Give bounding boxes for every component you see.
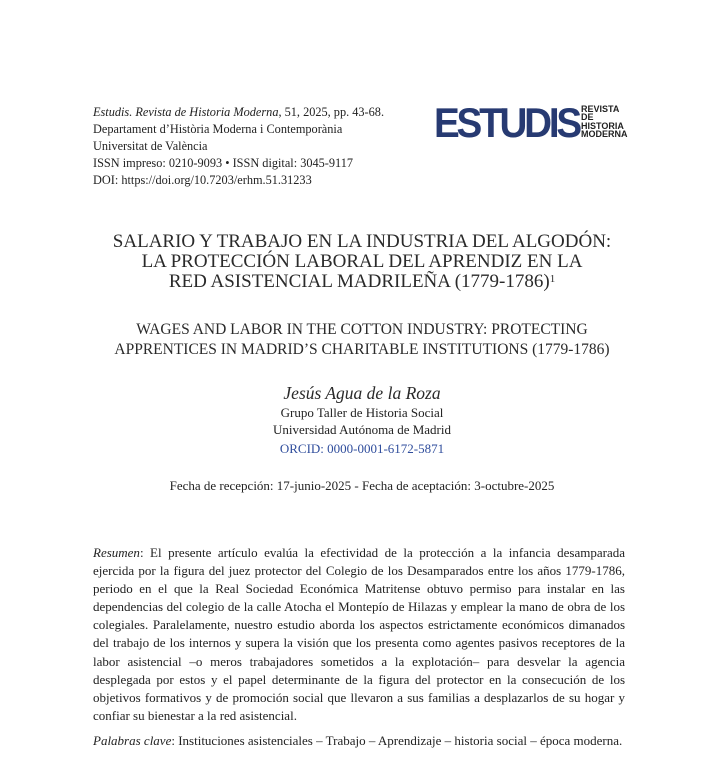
title-line: RED ASISTENCIAL MADRILEÑA (1779-1786) — [168, 271, 550, 292]
keywords — [93, 732, 625, 750]
department: Departament d’Història Moderna i Contemporània — [93, 122, 343, 136]
orcid-link[interactable]: ORCID: 0000-0001-6172-5871 — [279, 441, 445, 456]
footnote-mark[interactable]: 1 — [549, 273, 556, 285]
journal-citation-line — [93, 104, 423, 121]
doi[interactable]: DOI: https://doi.org/10.7203/erhm.51.31233 — [93, 173, 312, 187]
title-line: APPRENTICES IN MADRID’S CHARITABLE INSTITUTIONS (1779-1786) — [114, 341, 610, 358]
journal-name: Estudis. Revista de Historia Moderna — [93, 105, 279, 119]
university: Universitat de València — [93, 139, 208, 153]
author-affiliation — [60, 404, 664, 438]
keywords-label: Palabras clave — [93, 733, 172, 748]
title-line-last — [60, 272, 664, 292]
author-name: Jesús Agua de la Roza — [283, 383, 441, 403]
title-line: SALARIO Y TRABAJO EN LA INDUSTRIA DEL ALGODÓN: — [112, 231, 612, 252]
affiliation-line: Grupo Taller de Historia Social — [280, 405, 444, 420]
logo-sub-line: MODERNA — [581, 128, 628, 139]
affiliation-line: Universidad Autónoma de Madrid — [273, 422, 451, 437]
logo-sub-line: REVISTA — [581, 104, 620, 114]
logo-subtitle — [581, 105, 628, 138]
journal-info — [93, 104, 423, 189]
abstract-label: Resumen — [93, 545, 140, 560]
title-line: LA PROTECCIÓN LABORAL DEL APRENDIZ EN LA — [141, 251, 583, 272]
keywords-text: : Instituciones asistenciales – Trabajo – Aprendizaje – historia social – época moderna. — [171, 733, 623, 748]
abstract — [93, 544, 625, 725]
title-english — [60, 320, 664, 360]
logo-sub-line: HISTORIA — [581, 120, 624, 131]
journal-logo — [434, 99, 628, 146]
abstract-text: : El presente artículo evalúa la efectividad de la protección a la infancia desamparada ejercida por la figura del juez protector del Colegio de los Desamparados entre los años 1779-1786, periodo en el que la Real Sociedad Económica Matritense obtuvo permiso para instalar en las dependencias del colegio de la calle Atocha el Montepío de Hilazas y emplear la mano de obra de los colegiales. Paralelamente, nuestro estudio aborda los aspectos estrictamente económicos dimanados del trabajo de los internos y supera la visión que los presenta como agentes pasivos receptores de la labor asistencial –o meros trabajadores sometidos a la explotación– para desvelar la agencia desplegada por estos y el papel determinante de la figura del protector en la consecución de los objetivos formativos y de promoción social que llevaron a sus familias a desplazarlos de su hogar y confiar su bienestar a la red asistencial. — [93, 545, 625, 723]
logo-wordmark: ESTUDIS — [434, 99, 579, 146]
title-spanish — [60, 232, 664, 292]
issn: ISSN impreso: 0210-9093 • ISSN digital: 3045-9117 — [93, 156, 354, 170]
submission-dates: Fecha de recepción: 17-junio-2025 - Fecha de aceptación: 3-octubre-2025 — [169, 478, 555, 493]
journal-issue: , 51, 2025, pp. 43-68. — [278, 105, 385, 119]
title-line: WAGES AND LABOR IN THE COTTON INDUSTRY: PROTECTING — [136, 321, 588, 338]
logo-sub-line: DE — [581, 112, 594, 123]
